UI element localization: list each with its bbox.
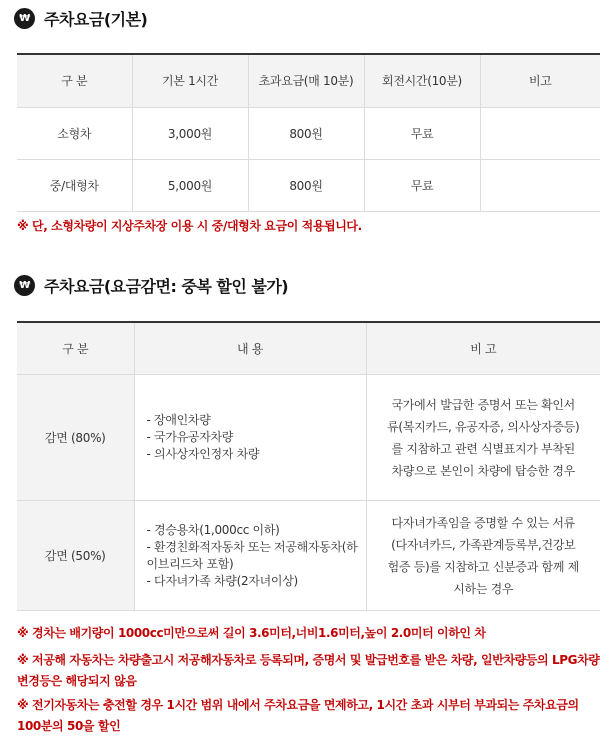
table-header-row xyxy=(17,322,600,375)
table-header-row xyxy=(17,54,600,108)
won-icon: ₩ xyxy=(14,275,35,296)
eligible-vehicle-list xyxy=(147,522,360,590)
row-extra-fee: 800원 xyxy=(248,160,364,212)
won-icon: ₩ xyxy=(14,8,35,29)
row-remarks xyxy=(480,160,600,212)
low-emission-note: ※ 저공해 자동차는 차량출고시 저공해자동차로 등록되며, 증명서 및 발급번호를 받은 차량, 일반차량등의 LPG차량 변경등은 해당되지 않음 xyxy=(17,653,600,688)
discount-remarks: 다자녀가족임을 증명할 수 있는 서류(다자녀카드, 가족관계등록부,건강보험증 등)를 지참하고 신분증과 함께 제시하는 경우 xyxy=(366,501,600,611)
list-item: - 장애인차량 xyxy=(146,413,211,427)
header-category: 구 분 xyxy=(17,54,132,108)
basic-fee-note: ※ 단, 소형차량이 지상주차장 이용 시 중/대형차 요금이 적용됩니다. xyxy=(17,219,362,233)
compact-car-note: ※ 경차는 배기량이 1000cc미만으로써 길이 3.6미터,너비1.6미터,높이 2.0미터 이하인 차 xyxy=(17,626,486,640)
row-base-fee: 5,000원 xyxy=(132,160,248,212)
header-remarks: 비 고 xyxy=(366,322,600,375)
row-extra-fee: 800원 xyxy=(248,108,364,160)
table-row xyxy=(17,160,600,212)
discount-label: 감면 (50%) xyxy=(17,501,134,611)
section-discount-title xyxy=(14,274,288,297)
discount-content xyxy=(134,501,366,611)
row-turnover: 무료 xyxy=(364,108,480,160)
row-category: 중/대형차 xyxy=(17,160,132,212)
row-base-fee: 3,000원 xyxy=(132,108,248,160)
header-turnover-time: 회전시간(10분) xyxy=(364,54,480,108)
list-item: - 환경친화적자동차 또는 저공해자동차(하이브리드차 포함) xyxy=(146,539,358,571)
discount-content xyxy=(134,375,366,501)
header-extra-fee: 초과요금(매 10분) xyxy=(248,54,364,108)
table-row xyxy=(17,375,600,501)
section-basic-fee-heading: 주차요금(기본) xyxy=(44,10,148,29)
header-content: 내 용 xyxy=(134,322,366,375)
section-basic-fee-title xyxy=(14,7,147,30)
discount-label: 감면 (80%) xyxy=(17,375,134,501)
header-base-hour: 기본 1시간 xyxy=(132,54,248,108)
header-category: 구 분 xyxy=(17,322,134,375)
electric-car-note: ※ 전기자동차는 충전할 경우 1시간 범위 내에서 주차요금을 면제하고, 1시간 초과 시부터 부과되는 주차요금의 100분의 50을 할인 xyxy=(17,698,579,733)
row-turnover: 무료 xyxy=(364,160,480,212)
table-row xyxy=(17,501,600,611)
row-category: 소형차 xyxy=(17,108,132,160)
discount-table xyxy=(17,321,600,611)
list-item: - 다자녀가족 차량(2자녀이상) xyxy=(146,573,298,588)
section-discount-heading: 주차요금(요금감면: 중복 할인 불가) xyxy=(44,277,289,296)
list-item: - 의사상자인정자 차량 xyxy=(146,447,260,461)
header-remarks: 비고 xyxy=(480,54,600,108)
list-item: - 국가유공자차량 xyxy=(146,430,234,444)
list-item: - 경승용차(1,000cc 이하) xyxy=(146,522,280,537)
eligible-vehicle-list xyxy=(147,412,360,463)
row-remarks xyxy=(480,108,600,160)
table-row xyxy=(17,108,600,160)
basic-fee-table xyxy=(17,53,600,212)
discount-remarks: 국가에서 발급한 증명서 또는 확인서류(복지카드, 유공자증, 의사상자증등)를 지참하고 관련 식별표지가 부착된 차량으로 본인이 차량에 탑승한 경우 xyxy=(366,375,600,501)
